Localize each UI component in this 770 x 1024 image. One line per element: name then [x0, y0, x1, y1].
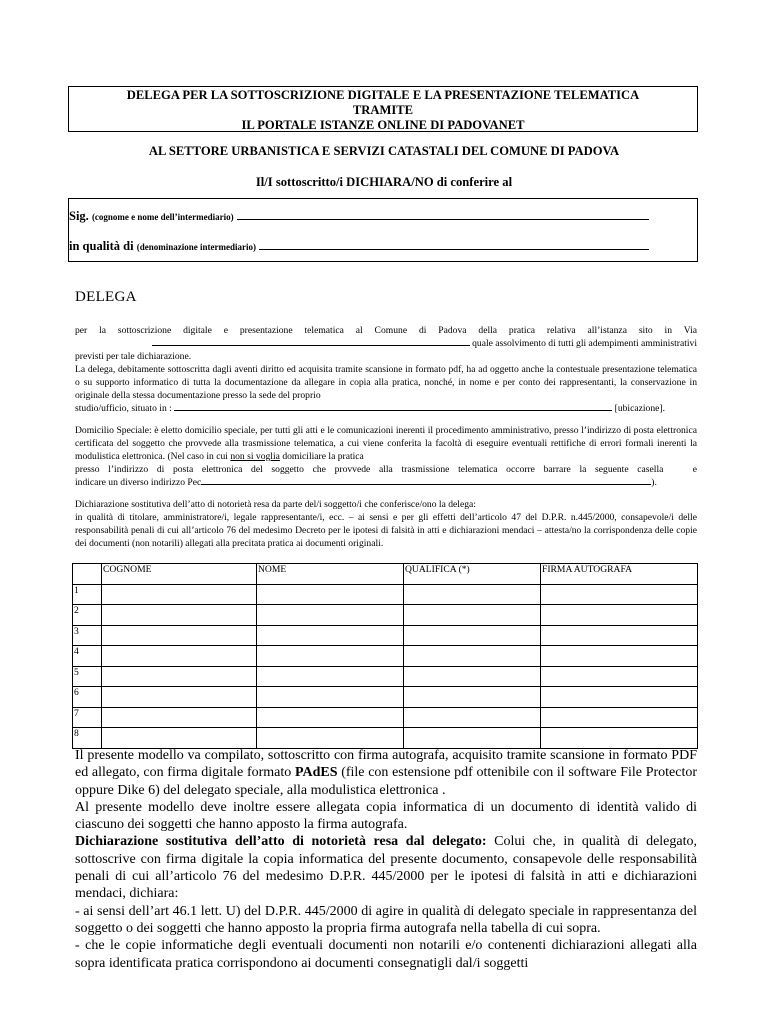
- domicilio-text: Domicilio Speciale: è eletto domicilio speciale, per tutti gli atti e le comunicazioni inerenti il procedimento amministrativo, presso l’indirizzo di posta elettronica certificata del soggetto che provvede alla trasmissione telematica, a cui viene conferita la facoltà di eseguire eventuali rettifiche di errori formali inerenti la modulistica elettronica. (Nel caso in cui: [75, 425, 697, 462]
- header-firma: FIRMA AUTOGRAFA: [541, 564, 698, 585]
- nome-cell[interactable]: [257, 646, 404, 667]
- intermediario-box: [68, 198, 698, 262]
- qualita-field[interactable]: [259, 249, 649, 250]
- p1-body: La delega, debitamente sottoscritta dagli aventi diritto ed acquisita tramite scansione in formato pdf, ha ad oggetto anche la contestuale presentazione telematica o su supporto informatico di tutta la documentazione da allegare in copia alla pratica, nonché, in nome e per conto dei rappresentanti, la conservazione in originale della stessa documentazione presso la sede del proprio: [75, 364, 697, 401]
- pec-label: indicare un diverso indirizzo Pec: [75, 477, 202, 488]
- cognome-cell[interactable]: [102, 666, 257, 687]
- signatories-table: [72, 563, 698, 749]
- qualita-line: [69, 239, 649, 254]
- qualifica-cell[interactable]: [404, 687, 541, 708]
- title-line-3: IL PORTALE ISTANZE ONLINE DI PADOVANET: [241, 118, 525, 132]
- presso-end: e: [692, 464, 697, 475]
- nome-cell[interactable]: [257, 707, 404, 728]
- row-number: 3: [73, 625, 102, 646]
- nome-cell[interactable]: [257, 625, 404, 646]
- qualita-label: in qualità di: [69, 239, 134, 253]
- row-number: 1: [73, 584, 102, 605]
- pec-field[interactable]: [201, 484, 651, 485]
- row-number: 8: [73, 728, 102, 749]
- title-box: [68, 86, 698, 132]
- nome-cell[interactable]: [257, 605, 404, 626]
- firma-cell[interactable]: [541, 625, 698, 646]
- instr-p1-a: Il presente modello va compilato, sottoscritto con firma autografa, acquisito tramite scansione in formato PDF ed allegato, con firma digitale formato: [75, 748, 697, 781]
- instr-p5: - che le copie informatiche degli eventuali documenti non notarili e/o contenenti dichiarazioni allegati alla sopra identificata pratica corrispondono ai documenti consegnatigli dal/i soggetti: [75, 938, 697, 971]
- sig-line: [69, 209, 649, 224]
- nome-cell[interactable]: [257, 728, 404, 749]
- table-row: [73, 687, 698, 708]
- instr-p1: [75, 747, 697, 799]
- title-line-2: TRAMITE: [352, 103, 414, 117]
- cognome-cell[interactable]: [102, 646, 257, 667]
- qualifica-cell[interactable]: [404, 666, 541, 687]
- qualifica-cell[interactable]: [404, 728, 541, 749]
- qualifica-cell[interactable]: [404, 584, 541, 605]
- nome-cell[interactable]: [257, 666, 404, 687]
- table-row: [73, 625, 698, 646]
- instructions: [75, 747, 697, 972]
- dich-line1: Dichiarazione sostitutiva dell’atto di notorietà resa da parte del/i soggetto/i che conferisce/ono la delega:: [75, 499, 476, 510]
- domicilio-body: [75, 424, 697, 463]
- paragraph-delega: [75, 324, 697, 415]
- cognome-cell[interactable]: [102, 687, 257, 708]
- dichiara-heading: Il/I sottoscritto/i DICHIARA/NO di conferire al: [255, 175, 513, 189]
- qualifica-cell[interactable]: [404, 707, 541, 728]
- domicilio-text-after: domiciliare la pratica: [282, 451, 364, 462]
- table-row: [73, 646, 698, 667]
- non-si-voglia: non si voglia: [230, 451, 280, 462]
- nome-cell[interactable]: [257, 584, 404, 605]
- table-row: [73, 707, 698, 728]
- p1-studio: [75, 402, 697, 415]
- cognome-cell[interactable]: [102, 625, 257, 646]
- p1-line3: previsti per tale dichiarazione.: [75, 351, 192, 362]
- dich-body: in qualità di titolare, amministratore/i, legale rappresentante/i, ecc. – ai sensi e per gli effetti dell’articolo 47 del D.P.R. n.445/2000, consapevole/i delle responsabilità penali di cui all’articolo 76 del medesimo Decreto per le ipotesi di falsità in atti e dichiarazioni mendaci – attesta/no la corrispondenza delle copie dei documenti (non notarili) allegati alla precitata pratica ai documenti originali.: [75, 512, 697, 549]
- domicilio-presso: [75, 463, 697, 476]
- settore-heading: AL SETTORE URBANISTICA E SERVIZI CATASTALI DEL COMUNE DI PADOVA: [148, 144, 620, 158]
- p1-line1: per la sottoscrizione digitale e presentazione telematica al Comune di Padova della pratica relativa all’istanza sito in Via: [75, 325, 697, 336]
- title-line-1: DELEGA PER LA SOTTOSCRIZIONE DIGITALE E LA PRESENTAZIONE TELEMATICA: [126, 88, 640, 102]
- header-qualifica: QUALIFICA (*): [404, 564, 541, 585]
- qualifica-cell[interactable]: [404, 625, 541, 646]
- table-row: [73, 728, 698, 749]
- firma-cell[interactable]: [541, 687, 698, 708]
- instr-p2: Al presente modello deve inoltre essere allegata copia informatica di un documento di identità valido di ciascuno dei soggetti che hanno apposto la firma autografa.: [75, 799, 697, 833]
- table-row: [73, 666, 698, 687]
- instr-p3: [75, 833, 697, 902]
- table-header-row: [73, 564, 698, 585]
- row-number: 5: [73, 666, 102, 687]
- studio-label: studio/ufficio, situato in :: [75, 403, 172, 414]
- header-index: [73, 564, 102, 585]
- firma-cell[interactable]: [541, 728, 698, 749]
- instr-pades: PAdES: [294, 765, 338, 781]
- firma-cell[interactable]: [541, 605, 698, 626]
- cognome-cell[interactable]: [102, 605, 257, 626]
- sig-label: Sig.: [69, 209, 89, 223]
- cognome-cell[interactable]: [102, 728, 257, 749]
- dichiarazione-small: [75, 498, 697, 550]
- sig-hint: (cognome e nome dell’intermediario): [91, 212, 234, 222]
- domicilio-pec: [75, 476, 697, 489]
- sig-name-field[interactable]: [237, 219, 649, 220]
- nome-cell[interactable]: [257, 687, 404, 708]
- p1-line2-text: quale assolvimento di tutti gli adempimenti amministrativi: [472, 338, 697, 349]
- row-number: 7: [73, 707, 102, 728]
- studio-field[interactable]: [174, 410, 612, 411]
- instr-p4: - ai sensi dell’art 46.1 lett. U) del D.P.R. 445/2000 di agire in qualità di delegato speciale in rappresentanza del soggetto o dei soggetti che hanno apposto la propria firma autografa nella tabella di cui sopra.: [75, 903, 697, 936]
- instr-p3-text: Colui che, in qualità di delegato, sottoscrive con firma digitale la copia informatica del presente documento, consapevole delle responsabilità penali di cui all’articolo 76 del medesimo D.P.R. 445/2000 per le ipotesi di falsità in atti e dichiarazioni mendaci, dichiara:: [75, 834, 697, 902]
- presso-text: presso l’indirizzo di posta elettronica del soggetto che provvede alla trasmissione telematica occorre barrare la seguente casella: [75, 464, 664, 475]
- row-number: 6: [73, 687, 102, 708]
- p1-line2: [75, 337, 697, 350]
- via-field[interactable]: [152, 345, 470, 346]
- header-cognome: COGNOME: [102, 564, 257, 585]
- qualifica-cell[interactable]: [404, 605, 541, 626]
- row-number: 2: [73, 605, 102, 626]
- firma-cell[interactable]: [541, 646, 698, 667]
- header-nome: NOME: [257, 564, 404, 585]
- firma-cell[interactable]: [541, 584, 698, 605]
- domicilio-paragraph: [75, 424, 697, 489]
- row-number: 4: [73, 646, 102, 667]
- pec-end: ).: [651, 477, 657, 488]
- table-row: [73, 605, 698, 626]
- table-row: [73, 584, 698, 605]
- qualita-hint: (denominazione intermediario): [136, 242, 256, 252]
- studio-end: [ubicazione].: [614, 403, 665, 414]
- firma-cell[interactable]: [541, 707, 698, 728]
- cognome-cell[interactable]: [102, 584, 257, 605]
- firma-cell[interactable]: [541, 666, 698, 687]
- cognome-cell[interactable]: [102, 707, 257, 728]
- delega-heading: DELEGA: [75, 289, 137, 305]
- instr-p1-b: (file con estensione pdf ottenibile con il software File Protector oppure Dike 6) del delegato speciale, alla modulistica elettronica .: [75, 765, 698, 798]
- instr-p3-bold: Dichiarazione sostitutiva dell’atto di notorietà resa dal delegato:: [75, 834, 487, 850]
- qualifica-cell[interactable]: [404, 646, 541, 667]
